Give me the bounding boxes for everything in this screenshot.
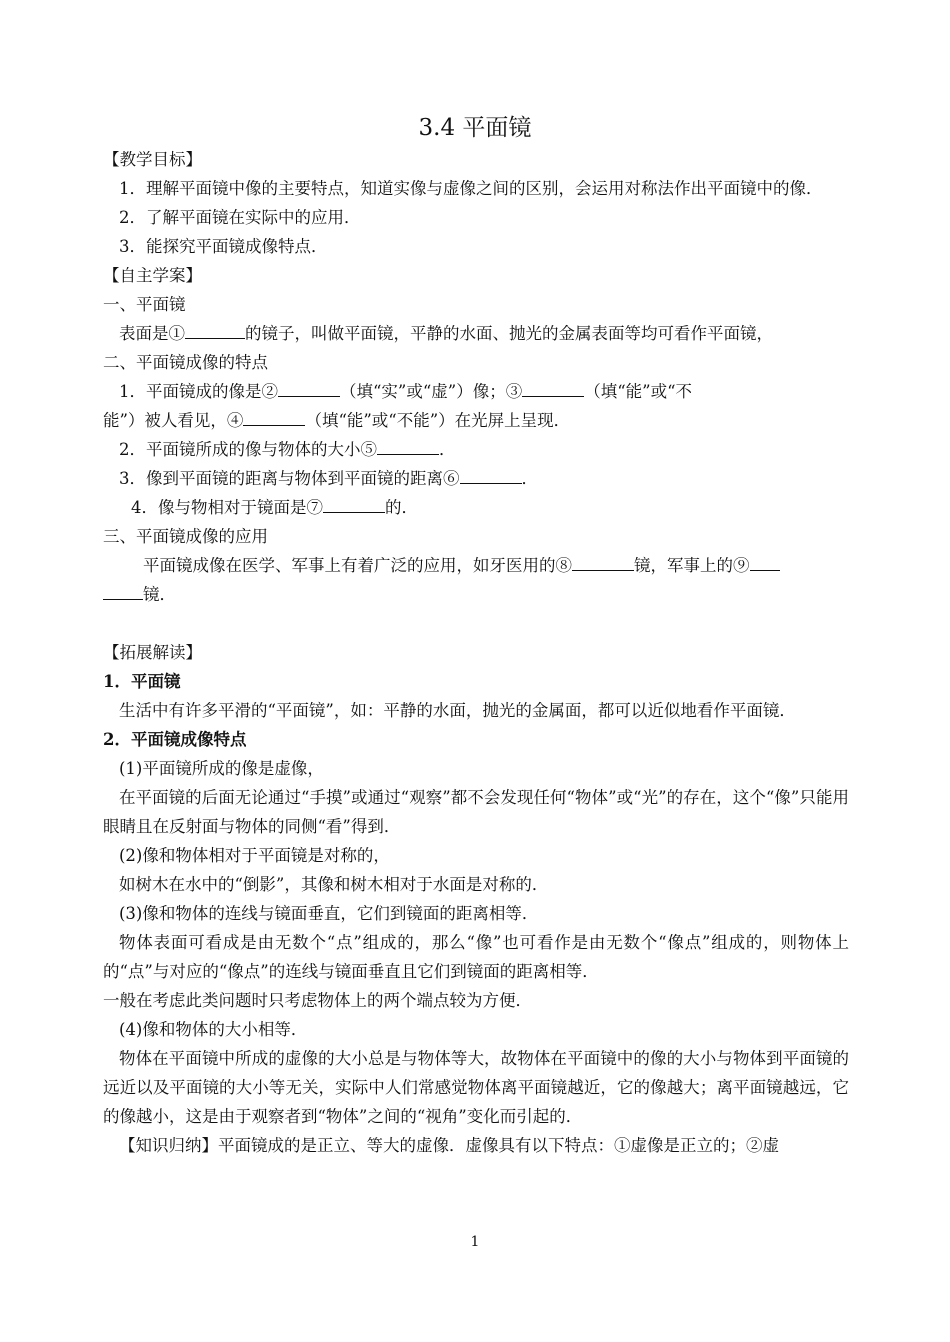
answer-blank[interactable] bbox=[377, 453, 439, 455]
fill-line: 能”）被人看见，④ （填“能”或“不能”）在光屏上呈现． bbox=[103, 411, 571, 430]
section-title: 三、平面镜成像的应用 bbox=[103, 527, 268, 546]
section-title: 一、平面镜 bbox=[103, 295, 186, 314]
answer-blank[interactable] bbox=[522, 395, 584, 397]
point-title: (1)平面镜所成的像是虚像， bbox=[119, 759, 324, 778]
paragraph: 一般在考虑此类问题时只考虑物体上的两个端点较为方便． bbox=[103, 991, 532, 1010]
goal-item: 1．理解平面镜中像的主要特点，知道实像与虚像之间的区别，会运用对称法作出平面镜中的像． bbox=[119, 179, 823, 198]
goal-item: 2．了解平面镜在实际中的应用． bbox=[119, 208, 361, 227]
answer-blank[interactable] bbox=[243, 424, 305, 426]
paragraph: 物体在平面镜中所成的虚像的大小总是与物体等大，故物体在平面镜中的像的大小与物体到平面镜的远近以及平面镜的大小等无关，实际中人们常感觉物体离平面镜越近，它的像越大；离平面镜越远，它的像越小，这是由于观察者到“物体”之间的“视角”变化而引起的． bbox=[103, 1049, 849, 1126]
subheading: 1．平面镜 bbox=[103, 672, 181, 691]
knowledge-summary: 【知识归纳】平面镜成的是正立、等大的虚像．虚像具有以下特点：①虚像是正立的；②虚 bbox=[119, 1136, 779, 1155]
answer-blank[interactable] bbox=[103, 598, 143, 600]
answer-blank[interactable] bbox=[572, 569, 634, 571]
spacer bbox=[103, 609, 849, 638]
fill-line: 4．像与物相对于镜面是⑦ 的． bbox=[131, 498, 418, 517]
goal-item: 3．能探究平面镜成像特点． bbox=[119, 237, 328, 256]
fill-line: 表面是① 的镜子，叫做平面镜，平静的水面、抛光的金属表面等均可看作平面镜， bbox=[119, 324, 773, 343]
point-title: (4)像和物体的大小相等． bbox=[119, 1020, 308, 1039]
answer-blank[interactable] bbox=[185, 337, 245, 339]
fill-line: 3．像到平面镜的距离与物体到平面镜的距离⑥ ． bbox=[119, 469, 538, 488]
extended-heading: 【拓展解读】 bbox=[103, 643, 202, 662]
fill-line: 镜． bbox=[103, 580, 849, 609]
paragraph: 在平面镜的后面无论通过“手摸”或通过“观察”都不会发现任何“物体”或“光”的存在，这个“像”只能用眼睛且在反射面与物体的同侧“看”得到． bbox=[103, 788, 849, 836]
document-body bbox=[103, 145, 849, 1160]
point-title: (3)像和物体的连线与镜面垂直，它们到镜面的距离相等． bbox=[119, 904, 539, 923]
fill-line: 2．平面镜所成的像与物体的大小⑤ ． bbox=[119, 440, 456, 459]
page-title: 3.4 平面镜 bbox=[418, 115, 532, 141]
answer-blank[interactable] bbox=[323, 511, 385, 513]
paragraph: 生活中有许多平滑的“平面镜”，如：平静的水面，抛光的金属面，都可以近似地看作平面镜． bbox=[119, 701, 796, 720]
paragraph: 如树木在水中的“倒影”，其像和树木相对于水面是对称的． bbox=[119, 875, 549, 894]
section-title: 二、平面镜成像的特点 bbox=[103, 353, 268, 372]
paragraph: 物体表面可看成是由无数个“点”组成的，那么“像”也可看作是由无数个“像点”组成的，则物体上的“点”与对应的“像点”的连线与镜面垂直且它们到镜面的距离相等． bbox=[103, 933, 849, 981]
answer-blank[interactable] bbox=[278, 395, 340, 397]
selfstudy-heading: 【自主学案】 bbox=[103, 266, 202, 285]
fill-line: 1．平面镜成的像是② （填“实”或“虚”）像；③ （填“能”或“不 bbox=[119, 382, 693, 401]
answer-blank[interactable] bbox=[460, 482, 522, 484]
answer-blank[interactable] bbox=[750, 569, 780, 571]
point-title: (2)像和物体相对于平面镜是对称的， bbox=[119, 846, 390, 865]
subheading: 2．平面镜成像特点 bbox=[103, 730, 247, 749]
fill-line: 平面镜成像在医学、军事上有着广泛的应用，如牙医用的⑧ 镜，军事上的⑨ bbox=[103, 551, 849, 580]
page-number: 1 bbox=[470, 1234, 480, 1250]
goals-heading: 【教学目标】 bbox=[103, 150, 202, 169]
